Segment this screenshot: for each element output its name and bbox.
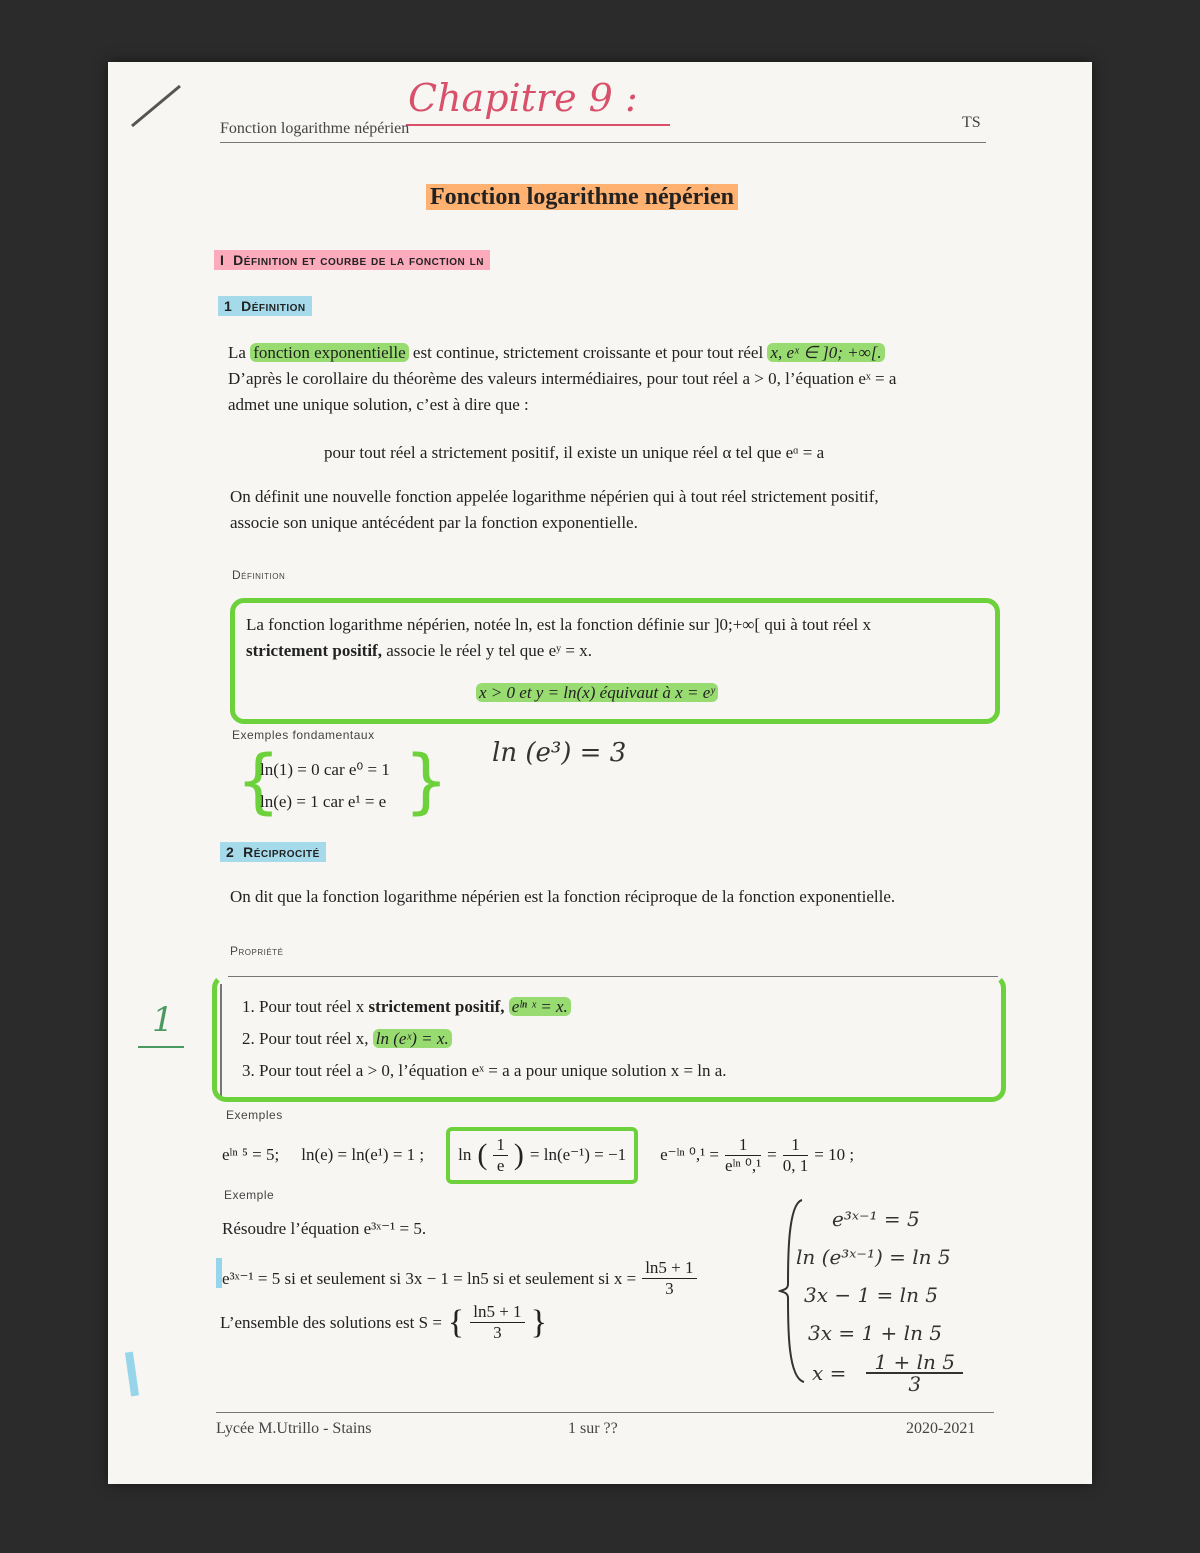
examples-fund-right-brace: } [404, 740, 449, 822]
section-1-title: Définition et courbe de la fonction ln [233, 252, 484, 268]
property-label: Propriété [230, 944, 284, 958]
definition-equivalence-text: x > 0 et y = ln(x) équivaut à x = eʸ [476, 683, 718, 702]
example-set-den: 3 [493, 1323, 502, 1342]
examples-fund-list [260, 754, 390, 818]
example-solution-den: 3 [665, 1279, 674, 1298]
handwritten-chapter-title: Chapitre 9 : [408, 76, 638, 120]
handwritten-final [812, 1352, 963, 1394]
example-4-f2-num: 1 [783, 1135, 809, 1156]
example-3-fraction [493, 1135, 508, 1176]
example-solution-text: e³ˣ⁻¹ = 5 si et seulement si 3x − 1 = ln5 si et seulement si x = [222, 1268, 637, 1288]
handwritten-step-4: 3x = 1 + ln 5 [808, 1321, 943, 1345]
footer-right: 2020-2021 [906, 1420, 976, 1437]
example-3-frac-num: 1 [493, 1135, 508, 1156]
property-item-1-highlight: eˡⁿ ˣ = x. [509, 997, 571, 1016]
property-item-1-num: 1. [242, 997, 255, 1016]
example-3-frac-den: e [496, 1155, 505, 1175]
examples-label: Exemples [226, 1108, 283, 1122]
definition-line-2 [246, 638, 986, 664]
subsection-2-number: 2 [226, 844, 235, 860]
subsection-1-heading [218, 298, 312, 314]
example-solution-fraction [642, 1258, 696, 1299]
example-4 [660, 1135, 854, 1176]
definition-text [246, 612, 986, 664]
example-4-rest: = 10 ; [814, 1145, 855, 1164]
property-item-1-text: Pour tout réel x [259, 997, 369, 1016]
example-1: eˡⁿ ⁵ = 5; [222, 1145, 280, 1164]
paper-sheet [108, 62, 1092, 1484]
property-item-2-num: 2. [242, 1029, 255, 1048]
intro-line-3: admet une unique solution, c’est à dire que : [228, 395, 529, 414]
subsection-1-number: 1 [224, 298, 233, 314]
handwritten-step-1: e³ˣ⁻¹ = 5 [832, 1207, 920, 1231]
handwritten-margin-one: 1 [152, 1000, 174, 1040]
example-set-text: L’ensemble des solutions est S = [220, 1312, 442, 1332]
example-4-lhs: e⁻ˡⁿ ⁰,¹ = [660, 1145, 720, 1164]
example-set-close-brace: } [530, 1303, 547, 1341]
header-left: Fonction logarithme népérien [220, 120, 410, 137]
intro-paragraph-2 [230, 484, 990, 536]
page-title-text: Fonction logarithme népérien [426, 184, 738, 210]
intro-highlight-exp: fonction exponentielle [250, 343, 408, 362]
property-item-2 [242, 1026, 727, 1052]
property-item-3-text: Pour tout réel a > 0, l’équation eˣ = a a pour unique solution x = ln a. [259, 1061, 727, 1080]
handwritten-final-den: 3 [908, 1372, 922, 1396]
margin-cyan-mark-2 [125, 1352, 139, 1397]
property-item-2-text: Pour tout réel x, [259, 1029, 373, 1048]
handwritten-ln-e3: ln (e³) = 3 [492, 738, 627, 768]
examples-row [222, 1130, 1082, 1180]
example-4-f1-den: eˡⁿ ⁰,¹ [725, 1155, 762, 1175]
example-set-num: ln5 + 1 [470, 1302, 524, 1323]
intro-line-1a: La [228, 343, 251, 362]
examples-fund-label: Exemples fondamentaux [232, 728, 375, 742]
section-1-heading [214, 252, 490, 268]
intro-line-2: D’après le corollaire du théorème des valeurs intermédiaires, pour tout réel a > 0, l’équation eˣ = a [228, 369, 897, 388]
intro-para2-line-1: On définit une nouvelle fonction appelée logarithme népérien qui à tout réel strictement positif, [230, 487, 879, 506]
example-3-close-paren: ) [513, 1138, 524, 1171]
definition-line-1: La fonction logarithme népérien, notée ln, est la fonction définie sur ]0;+∞[ qui à tout réel x [246, 615, 872, 634]
intro-highlight-range: x, eˣ ∈ ]0; +∞[. [767, 343, 884, 362]
example-label: Exemple [224, 1188, 275, 1202]
example-4-eq: = [767, 1145, 777, 1164]
footer-center: 1 sur ?? [568, 1420, 618, 1437]
handwritten-final-fraction [866, 1352, 963, 1394]
intro-centered-statement: pour tout réel a strictement positif, il existe un unique réel α tel que eᵅ = a [324, 443, 825, 462]
section-1-number: I [220, 252, 225, 268]
examples-fund-line-1: ln(1) = 0 car e⁰ = 1 [260, 760, 390, 779]
property-item-3-num: 3. [242, 1061, 255, 1080]
property-item-3 [242, 1058, 727, 1084]
intro-paragraph [228, 340, 988, 418]
definition-label: Définition [232, 568, 286, 582]
handwritten-final-x: x = [812, 1361, 847, 1385]
example-problem: Résoudre l’équation e³ˣ⁻¹ = 5. [222, 1219, 427, 1238]
property-list [242, 994, 727, 1090]
example-3 [446, 1127, 638, 1184]
page-title [426, 184, 738, 211]
subsection-2-title: Réciprocité [243, 844, 320, 860]
subsection-1-title: Définition [241, 298, 306, 314]
handwritten-step-2: ln (e³ˣ⁻¹) = ln 5 [796, 1245, 951, 1269]
examples-fund-line-2: ln(e) = 1 car e¹ = e [260, 792, 387, 811]
handwritten-final-num: 1 + ln 5 [866, 1352, 963, 1374]
header-rule [220, 142, 986, 143]
definition-line-2-rest: associe le réel y tel que eʸ = x. [381, 641, 593, 660]
example-solution [222, 1258, 697, 1299]
example-4-f2-den: 0, 1 [782, 1155, 809, 1175]
property-item-2-highlight: ln (eˣ) = x. [373, 1029, 452, 1048]
definition-equivalence [476, 680, 718, 706]
example-solution-num: ln5 + 1 [642, 1258, 696, 1279]
example-4-fraction-1 [725, 1135, 761, 1176]
example-4-fraction-2 [783, 1135, 809, 1176]
intro-line-1 [228, 340, 988, 366]
example-set-fraction [470, 1302, 524, 1343]
example-3-open-paren: ( [477, 1138, 488, 1171]
example-3-ln: ln [458, 1145, 472, 1164]
subsection-2-heading [220, 844, 326, 860]
footer-left: Lycée M.Utrillo - Stains [216, 1420, 372, 1437]
definition-bold: strictement positif, [246, 641, 382, 660]
footer-rule [216, 1412, 994, 1413]
header-right: TS [962, 114, 981, 131]
example-4-f1-num: 1 [725, 1135, 761, 1156]
property-item-1 [242, 994, 727, 1020]
pencil-stroke-decoration [128, 82, 188, 132]
examples-fund-left-brace: { [236, 740, 281, 822]
margin-one-underline [138, 1046, 184, 1048]
handwritten-step-3: 3x − 1 = ln 5 [804, 1283, 939, 1307]
property-item-1-bold: strictement positif, [368, 997, 505, 1016]
handwritten-steps [796, 1200, 951, 1352]
intro-para2-line-2: associe son unique antécédent par la fonction exponentielle. [230, 513, 638, 532]
example-solution-set [220, 1302, 547, 1343]
reciprocity-text: On dit que la fonction logarithme népérien est la fonction réciproque de la fonction exponentielle. [230, 887, 896, 906]
example-set-open-brace: { [447, 1303, 465, 1341]
intro-line-1b: est continue, strictement croissante et pour tout réel [408, 343, 768, 362]
example-2: ln(e) = ln(e¹) = 1 ; [301, 1145, 425, 1164]
example-3-rest: = ln(e⁻¹) = −1 [529, 1145, 627, 1164]
chapter-title-underline [406, 124, 670, 126]
